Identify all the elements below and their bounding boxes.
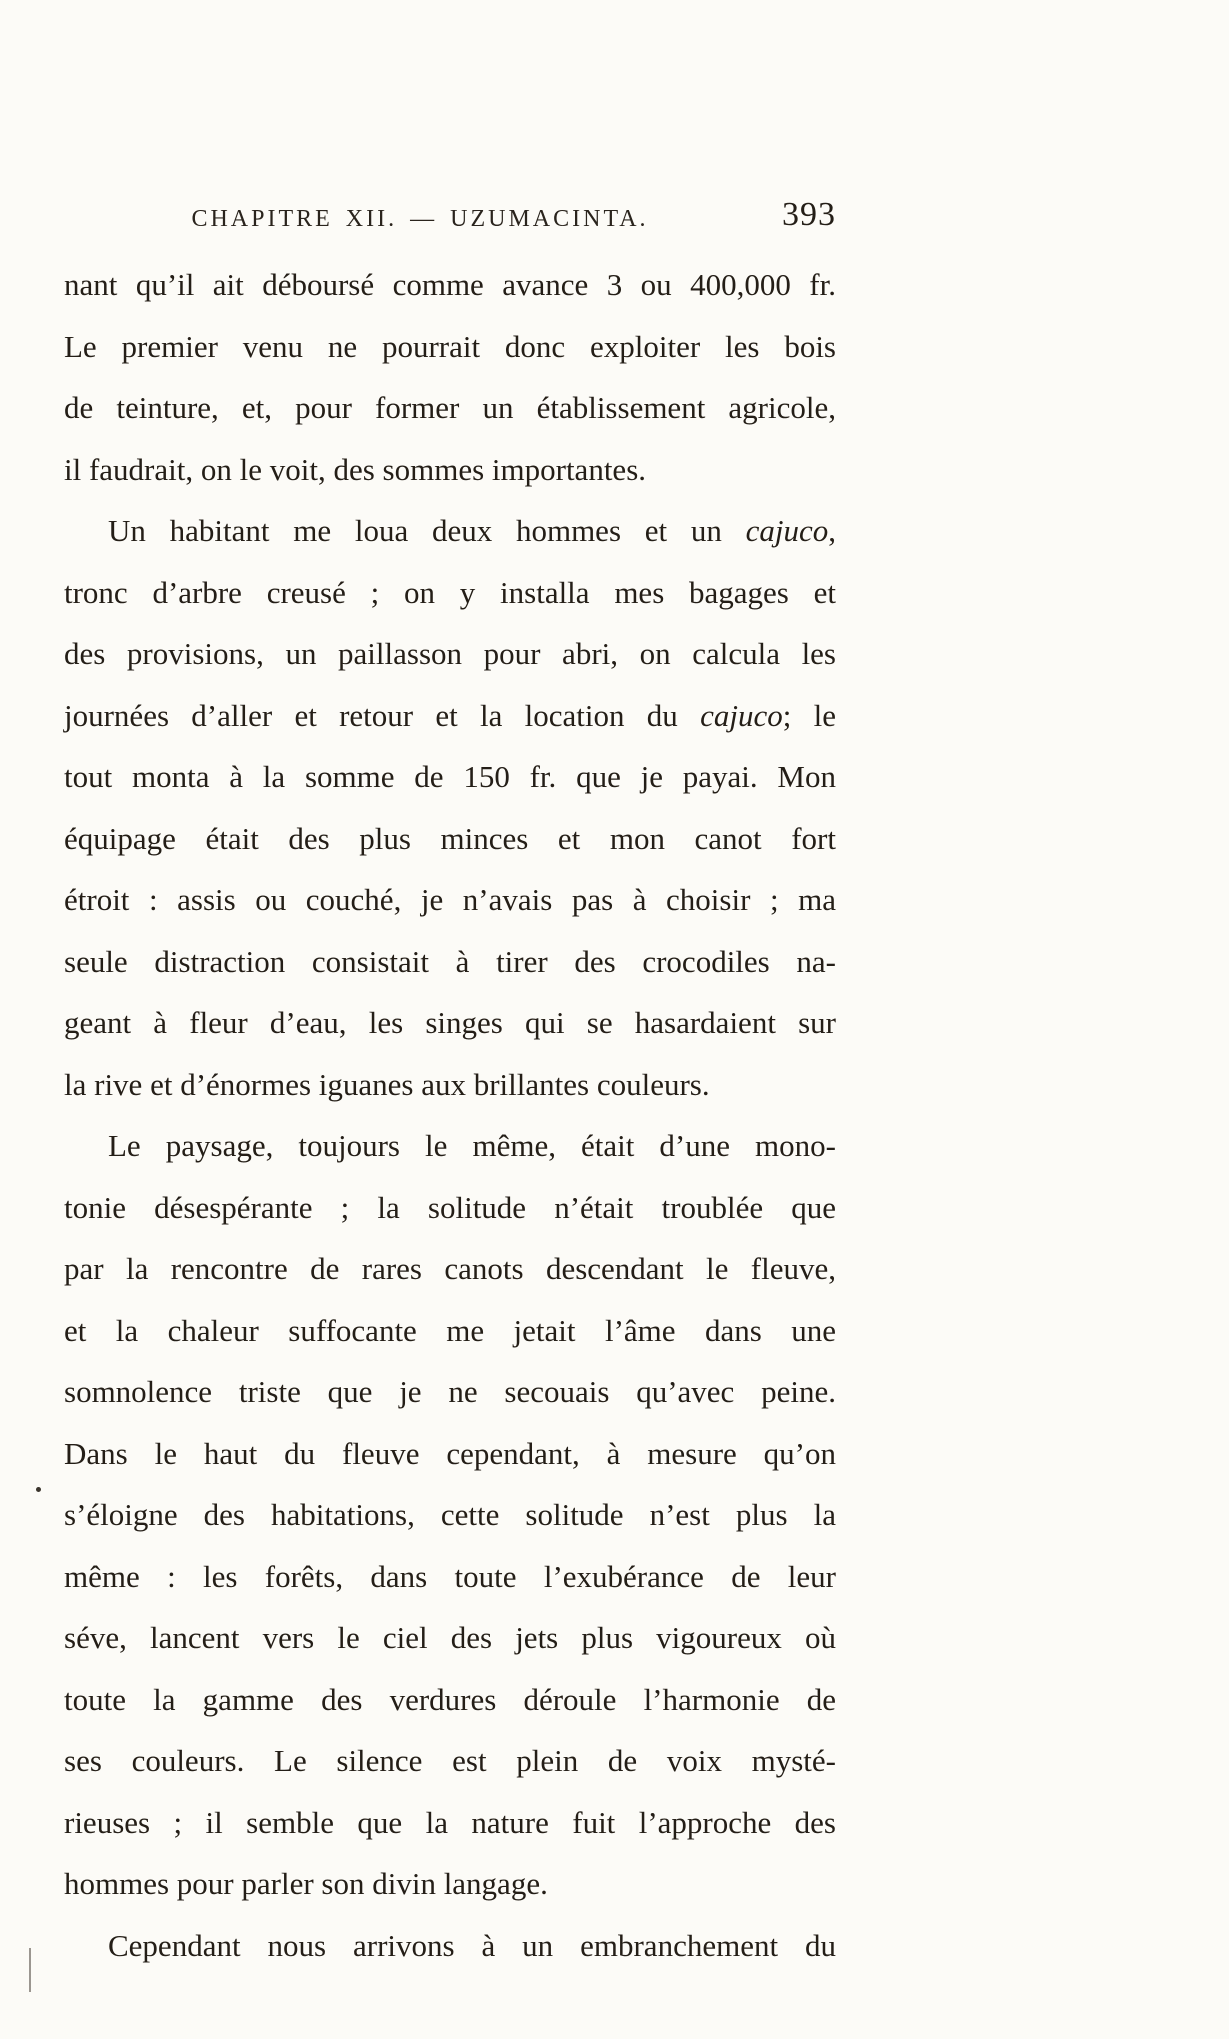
text-segment: et la chaleur suffocante me jetait l’âme dans une <box>64 1312 836 1348</box>
text-segment: même : les forêts, dans toute l’exubérance de leur <box>64 1558 836 1594</box>
text-segment: seule distraction consistait à tirer des crocodiles na- <box>64 943 836 979</box>
text-line <box>64 1177 836 1239</box>
text-segment: somnolence triste que je ne secouais qu’avec peine. <box>64 1374 836 1409</box>
text-line <box>64 254 836 316</box>
text-segment: la rive et d’énormes iguanes aux brillantes couleurs. <box>64 1066 710 1102</box>
paragraph <box>64 500 836 1115</box>
text-segment: geant à fleur d’eau, les singes qui se hasardaient sur <box>64 1005 836 1040</box>
text-segment: tonie désespérante ; la solitude n’était troublée que <box>64 1189 836 1225</box>
text-segment: journées d’aller et retour et la location du <box>64 697 701 733</box>
text-segment: tout monta à la somme de 150 fr. que je payai. Mon <box>64 759 836 794</box>
text-line <box>64 1792 836 1854</box>
paragraph <box>64 1915 836 1977</box>
text-segment: équipage était des plus minces et mon canot fort <box>64 820 836 856</box>
text-segment: rieuses ; il semble que la nature fuit l’approche des <box>64 1804 836 1840</box>
text-line <box>64 500 836 562</box>
text-line <box>64 992 836 1054</box>
text-segment: , <box>828 513 836 548</box>
text-line <box>64 1238 836 1300</box>
text-segment: de teinture, et, pour former un établissement agricole, <box>64 390 836 425</box>
text-line <box>64 808 836 870</box>
text-segment: Le paysage, toujours le même, était d’une mono- <box>108 1128 836 1163</box>
text-line <box>64 316 836 378</box>
text-line <box>64 931 836 993</box>
text-line <box>64 1546 836 1608</box>
body-text <box>64 254 836 1976</box>
text-line <box>64 1730 836 1792</box>
text-segment: s’éloigne des habitations, cette solitude n’est plus la <box>64 1497 836 1532</box>
italic-text: cajuco <box>700 697 783 733</box>
text-segment: des provisions, un paillasson pour abri, on calcula les <box>64 636 836 671</box>
text-segment: ; le <box>782 697 836 733</box>
text-segment: tronc d’arbre creusé ; on y installa mes bagages et <box>64 574 836 610</box>
text-segment: étroit : assis ou couché, je n’avais pas à choisir ; ma <box>64 882 836 917</box>
text-segment: nant qu’il ait déboursé comme avance 3 ou 400,000 fr. <box>64 267 836 302</box>
text-line <box>64 562 836 624</box>
text-line <box>64 746 836 808</box>
text-line <box>64 1607 836 1669</box>
scan-speck <box>36 1487 41 1492</box>
text-segment: Un habitant me loua deux hommes et un <box>108 513 746 548</box>
text-line <box>64 1853 836 1915</box>
paragraph <box>64 1115 836 1915</box>
text-line <box>64 1915 836 1977</box>
page-header <box>64 196 836 242</box>
text-line <box>64 439 836 501</box>
text-segment: ses couleurs. Le silence est plein de voix mysté- <box>64 1743 836 1778</box>
text-segment: toute la gamme des verdures déroule l’harmonie de <box>64 1681 836 1717</box>
text-segment: Le premier venu ne pourrait donc exploiter les bois <box>64 328 836 364</box>
text-line <box>64 1484 836 1546</box>
text-line <box>64 685 836 747</box>
paragraph <box>64 254 836 500</box>
text-line <box>64 1115 836 1177</box>
text-segment: par la rencontre de rares canots descendant le fleuve, <box>64 1251 836 1286</box>
text-line <box>64 623 836 685</box>
italic-text: cajuco <box>745 513 829 548</box>
text-line <box>64 377 836 439</box>
text-line <box>64 1669 836 1731</box>
scan-edge-mark <box>29 1948 31 1992</box>
chapter-header: CHAPITRE XII. — UZUMACINTA. <box>191 206 649 232</box>
text-line <box>64 1300 836 1362</box>
text-line <box>64 1423 836 1485</box>
text-segment: Dans le haut du fleuve cependant, à mesure qu’on <box>64 1435 836 1471</box>
page-number: 393 <box>782 196 836 233</box>
text-line <box>64 869 836 931</box>
text-segment: hommes pour parler son divin langage. <box>64 1866 548 1901</box>
text-line <box>64 1054 836 1116</box>
text-segment: il faudrait, on le voit, des sommes importantes. <box>64 451 647 487</box>
text-line <box>64 1361 836 1423</box>
text-segment: Cependant nous arrivons à un embranchement du <box>108 1927 836 1963</box>
text-segment: séve, lancent vers le ciel des jets plus vigoureux où <box>64 1620 836 1655</box>
